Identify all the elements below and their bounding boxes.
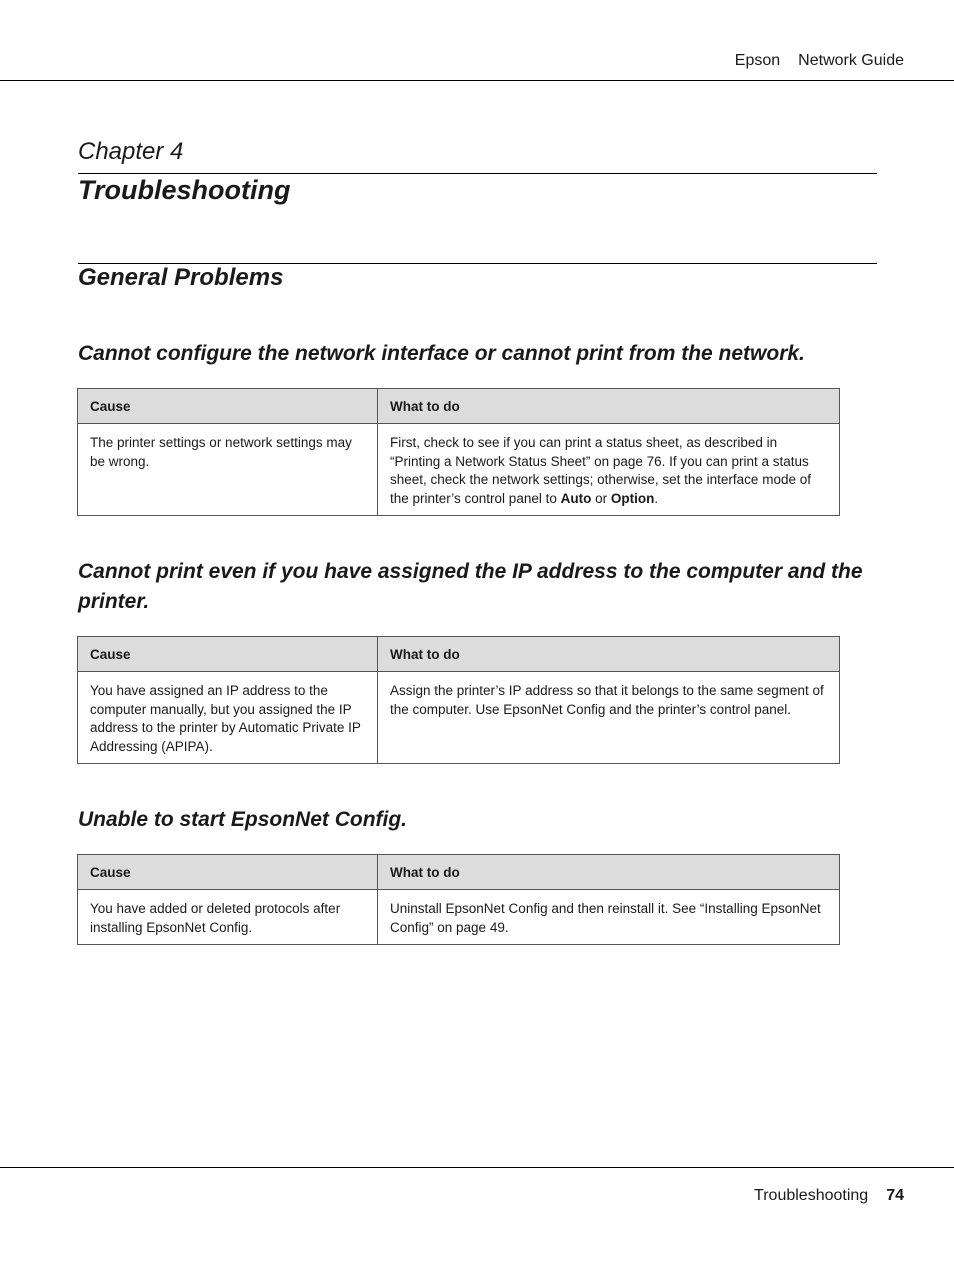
topic-title-network-config: Cannot configure the network interface or cannot print from the network.	[78, 342, 805, 365]
column-header-cause: Cause	[78, 855, 378, 890]
chapter-title: Troubleshooting	[78, 175, 291, 205]
column-header-cause: Cause	[78, 637, 378, 672]
action-text: First, check to see if you can print a status sheet, as described in “Printing a Network Status Sheet” on page 76. If you can print a status sheet, check the network settings; otherwise, set the interface mode of the printer’s control panel to	[390, 435, 811, 506]
footer-rule	[0, 1167, 954, 1168]
page-footer	[754, 1187, 904, 1205]
column-header-what-to-do: What to do	[378, 389, 840, 424]
header-brand: Epson	[734, 52, 781, 69]
mode-option: Option	[610, 490, 655, 506]
action-text-or: or	[591, 490, 611, 506]
table-header-row	[78, 389, 840, 424]
table-header-row	[78, 637, 840, 672]
chapter-label: Chapter 4	[78, 138, 184, 165]
action-text-end: .	[654, 490, 659, 506]
table-row	[78, 672, 840, 764]
column-header-cause: Cause	[78, 389, 378, 424]
header-rule	[0, 80, 954, 81]
header-guide: Network Guide	[798, 52, 904, 69]
cause-cell: The printer settings or network settings may be wrong.	[78, 424, 378, 516]
topic-title-ip-address: Cannot print even if you have assigned the IP address to the computer and the printer.	[78, 560, 863, 613]
column-header-what-to-do: What to do	[378, 637, 840, 672]
footer-section: Troubleshooting	[754, 1187, 869, 1204]
chapter-rule	[78, 173, 877, 174]
column-header-what-to-do: What to do	[378, 855, 840, 890]
page-header	[717, 52, 904, 70]
action-cell	[378, 424, 840, 516]
troubleshooting-table-epsonnet-config	[77, 854, 840, 945]
section-title: General Problems	[78, 264, 284, 291]
cause-cell: You have assigned an IP address to the computer manually, but you assigned the IP address to the printer by Automatic Private IP Addressing (APIPA).	[78, 672, 378, 764]
mode-auto: Auto	[560, 490, 592, 506]
page-number: 74	[886, 1187, 904, 1204]
topic-title-epsonnet-config: Unable to start EpsonNet Config.	[78, 808, 408, 831]
table-header-row	[78, 855, 840, 890]
troubleshooting-table-network-config	[77, 388, 840, 516]
table-row	[78, 890, 840, 945]
cause-cell: You have added or deleted protocols after installing EpsonNet Config.	[78, 890, 378, 945]
troubleshooting-table-ip-address	[77, 636, 840, 764]
table-row	[78, 424, 840, 516]
action-cell: Uninstall EpsonNet Config and then reinstall it. See “Installing EpsonNet Config” on page 49.	[378, 890, 840, 945]
action-cell: Assign the printer’s IP address so that it belongs to the same segment of the computer. Use EpsonNet Config and the printer’s control panel.	[378, 672, 840, 764]
